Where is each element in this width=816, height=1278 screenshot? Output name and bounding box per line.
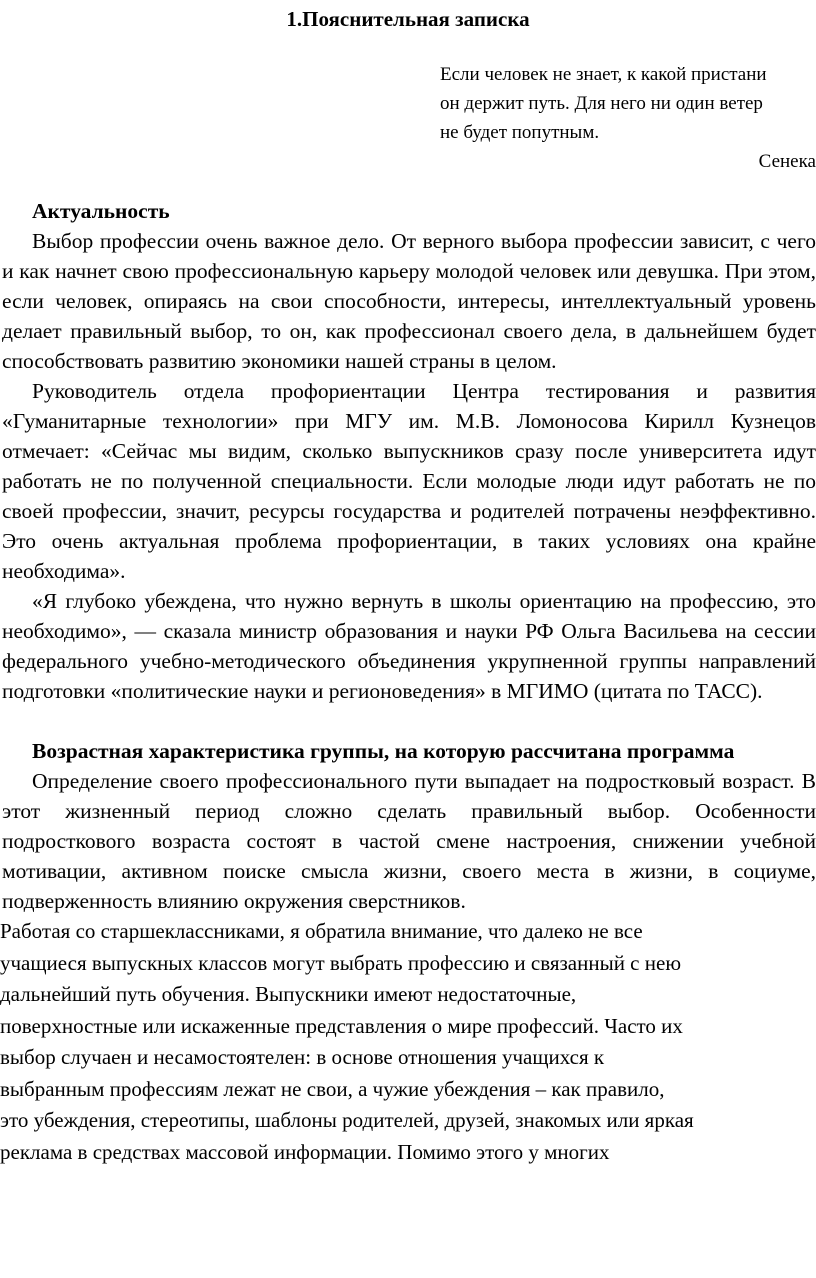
document-body bbox=[0, 196, 816, 1168]
section-spacer bbox=[2, 706, 816, 736]
text-line: выбор случаен и несамостоятелен: в основе отношения учащихся к bbox=[0, 1045, 605, 1069]
text-line: дальнейший путь обучения. Выпускники имеют недостаточные, bbox=[0, 982, 577, 1006]
text-line: реклама в средствах массовой информации. Помимо этого у многих bbox=[0, 1139, 610, 1164]
paragraph: Определение своего профессионального пути выпадает на подростковый возраст. В этот жизненный период сложно сделать правильный выбор. Особенности подросткового возраста состоят в частой смене настроения, снижении учебной мотивации, активном поиске смысла жизни, своего места в жизни, в социуме, подверженность влиянию окружения сверстников. bbox=[2, 769, 816, 913]
epigraph-line: Если человек не знает, к какой пристани bbox=[440, 64, 767, 85]
page-title: 1.Пояснительная записка bbox=[286, 7, 530, 31]
section-heading-age: Возрастная характеристика группы, на которую рассчитана программа bbox=[32, 739, 735, 763]
epigraph bbox=[440, 60, 816, 176]
epigraph-author: Сенека bbox=[758, 151, 816, 172]
text-line: это убеждения, стереотипы, шаблоны родителей, друзей, знакомых или яркая bbox=[0, 1108, 694, 1132]
epigraph-line: он держит путь. Для него ни один ветер bbox=[440, 93, 763, 114]
text-line: поверхностные или искаженные представления о мире профессий. Часто их bbox=[0, 1013, 683, 1038]
section-heading-relevance: Актуальность bbox=[32, 199, 170, 223]
paragraph: Руководитель отдела профориентации Центра тестирования и развития «Гуманитарные технологии» при МГУ им. М.В. Ломоносова Кирилл Кузнецов отмечает: «Сейчас мы видим, сколько выпускников сразу после университета идут работать не по полученной специальности. Если молодые люди идут работать не по своей профессии, значит, ресурсы государства и родителей потрачены неэффективно. Это очень актуальная проблема профориентации, в таких условиях она крайне необходима». bbox=[2, 379, 816, 583]
paragraph: «Я глубоко убеждена, что нужно вернуть в школы ориентацию на профессию, это необходимо», — сказала министр образования и науки РФ Ольга Васильева на сессии федерального учебно-методического объединения укрупненной группы направлений подготовки «политические науки и регионоведения» в МГИМО (цитата по ТАСС). bbox=[2, 589, 816, 703]
text-line: учащиеся выпускных классов могут выбрать профессию и связанный с нею bbox=[0, 950, 682, 975]
text-line: Работая со старшеклассниками, я обратила внимание, что далеко не все bbox=[0, 919, 643, 943]
epigraph-line: не будет попутным. bbox=[440, 122, 600, 143]
text-line: выбранным профессиям лежат не свои, а чужие убеждения – как правило, bbox=[0, 1076, 665, 1101]
plain-text-block bbox=[0, 916, 816, 1168]
section-relevance bbox=[2, 196, 816, 916]
paragraph: Выбор профессии очень важное дело. От верного выбора профессии зависит, с чего и как начнет свою профессиональную карьеру молодой человек или девушка. При этом, если человек, опираясь на свои способности, интересы, интеллектуальный уровень делает правильный выбор, то он, как профессионал своего дела, в дальнейшем будет способствовать развитию экономики нашей страны в целом. bbox=[2, 229, 816, 373]
